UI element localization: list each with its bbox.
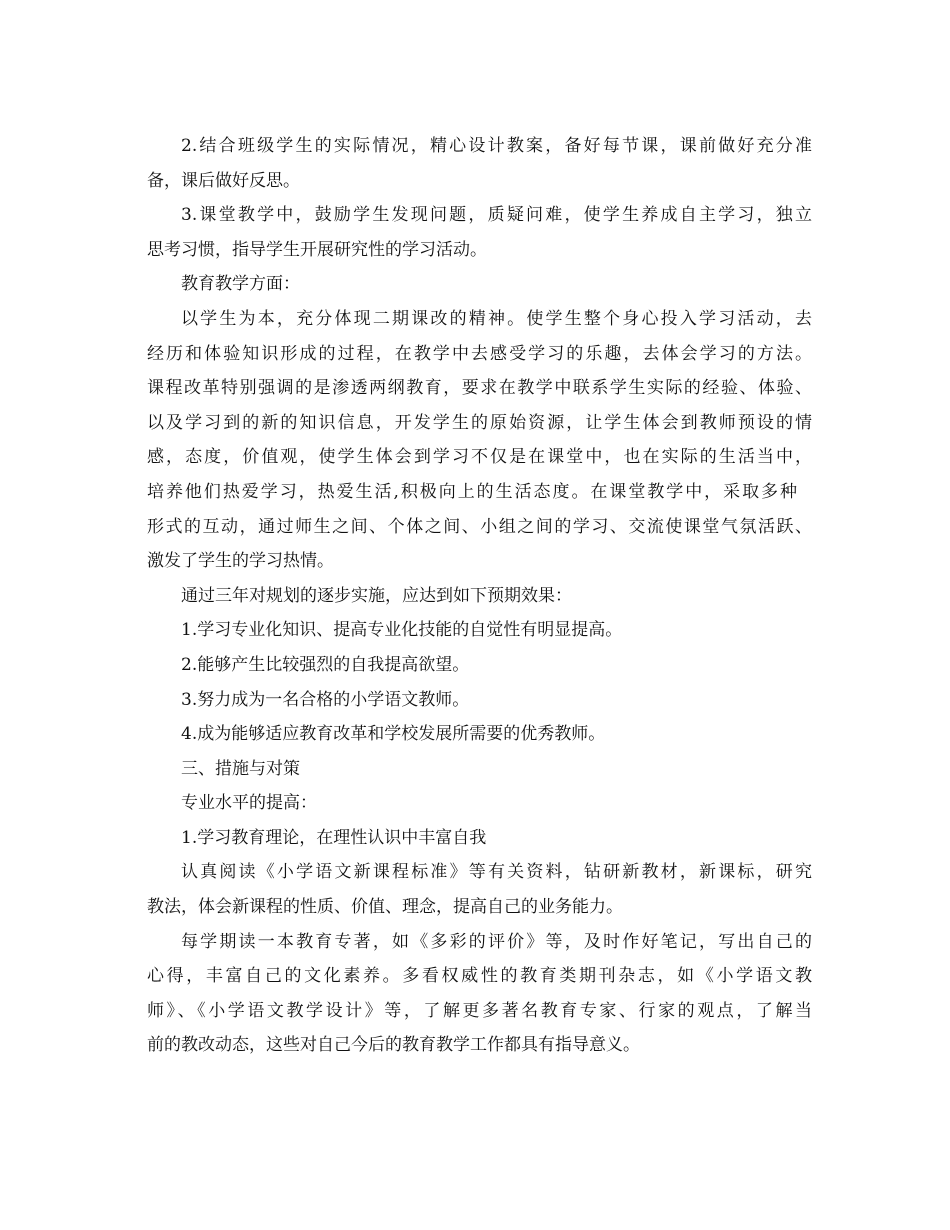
list-item: 1.学习专业化知识、提高专业化技能的自觉性有明显提高。 [181,620,623,641]
text-line: 2.结合班级学生的实际情况，精心设计教案，备好每节课，课前做好充分准 [181,136,812,156]
text-line: 以学生为本，充分体现二期课改的精神。使学生整个身心投入学习活动，去 [181,308,812,329]
section-heading: 教育教学方面： [181,274,300,295]
text-line: 前的教改动态，这些对自己今后的教育教学工作都具有指导意义。 [147,1035,640,1056]
text-line: 激发了学生的学习热情。 [147,551,334,572]
text-line: 认真阅读《小学语文新课程标准》等有关资料，钻研新教材，新课标，研究 [181,862,812,883]
section-heading: 三、措施与对策 [181,758,300,779]
text-line: 思考习惯，指导学生开展研究性的学习活动。 [147,239,487,260]
text-line: 形式的互动，通过师生之间、个体之间、小组之间的学习、交流使课堂气氛活跃、 [147,516,812,537]
text-line: 感，态度，价值观，使学生体会到学习不仅是在课堂中，也在实际的生活当中， [147,447,812,468]
text-line: 培养他们热爱学习，热爱生活,积极向上的生活态度。在课堂教学中，采取多种 [147,481,797,502]
document-body [147,129,812,1063]
list-item: 3.努力成为一名合格的小学语文教师。 [181,689,470,710]
list-item: 2.能够产生比较强烈的自我提高欲望。 [181,654,470,675]
list-item: 4.成为能够适应教育改革和学校发展所需要的优秀教师。 [181,724,606,745]
text-line: 师》、《小学语文教学设计》等，了解更多著名教育专家、行家的观点，了解当 [147,1000,812,1021]
text-line: 心得，丰富自己的文化素养。多看权威性的教育类期刊杂志，如《小学语文教 [147,966,812,987]
text-line: 3.课堂教学中，鼓励学生发现问题，质疑问难，使学生养成自主学习，独立 [181,205,812,226]
text-line: 以及学习到的新的知识信息，开发学生的原始资源，让学生体会到教师预设的情 [147,412,812,433]
text-line: 经历和体验知识形成的过程，在教学中去感受学习的乐趣，去体会学习的方法。 [147,343,812,364]
text-line: 课程改革特别强调的是渗透两纲教育，要求在教学中联系学生实际的经验、体验、 [147,378,812,399]
text-line: 通过三年对规划的逐步实施，应达到如下预期效果： [181,585,572,606]
list-item: 1.学习教育理论，在理性认识中丰富自我 [181,827,487,848]
text-line: 教法，体会新课程的性质、价值、理念，提高自己的业务能力。 [147,897,623,918]
text-line: 备，课后做好反思。 [147,170,300,191]
subsection-heading: 专业水平的提高： [181,793,317,814]
text-line: 每学期读一本教育专著，如《多彩的评价》等，及时作好笔记，写出自己的 [181,931,812,952]
